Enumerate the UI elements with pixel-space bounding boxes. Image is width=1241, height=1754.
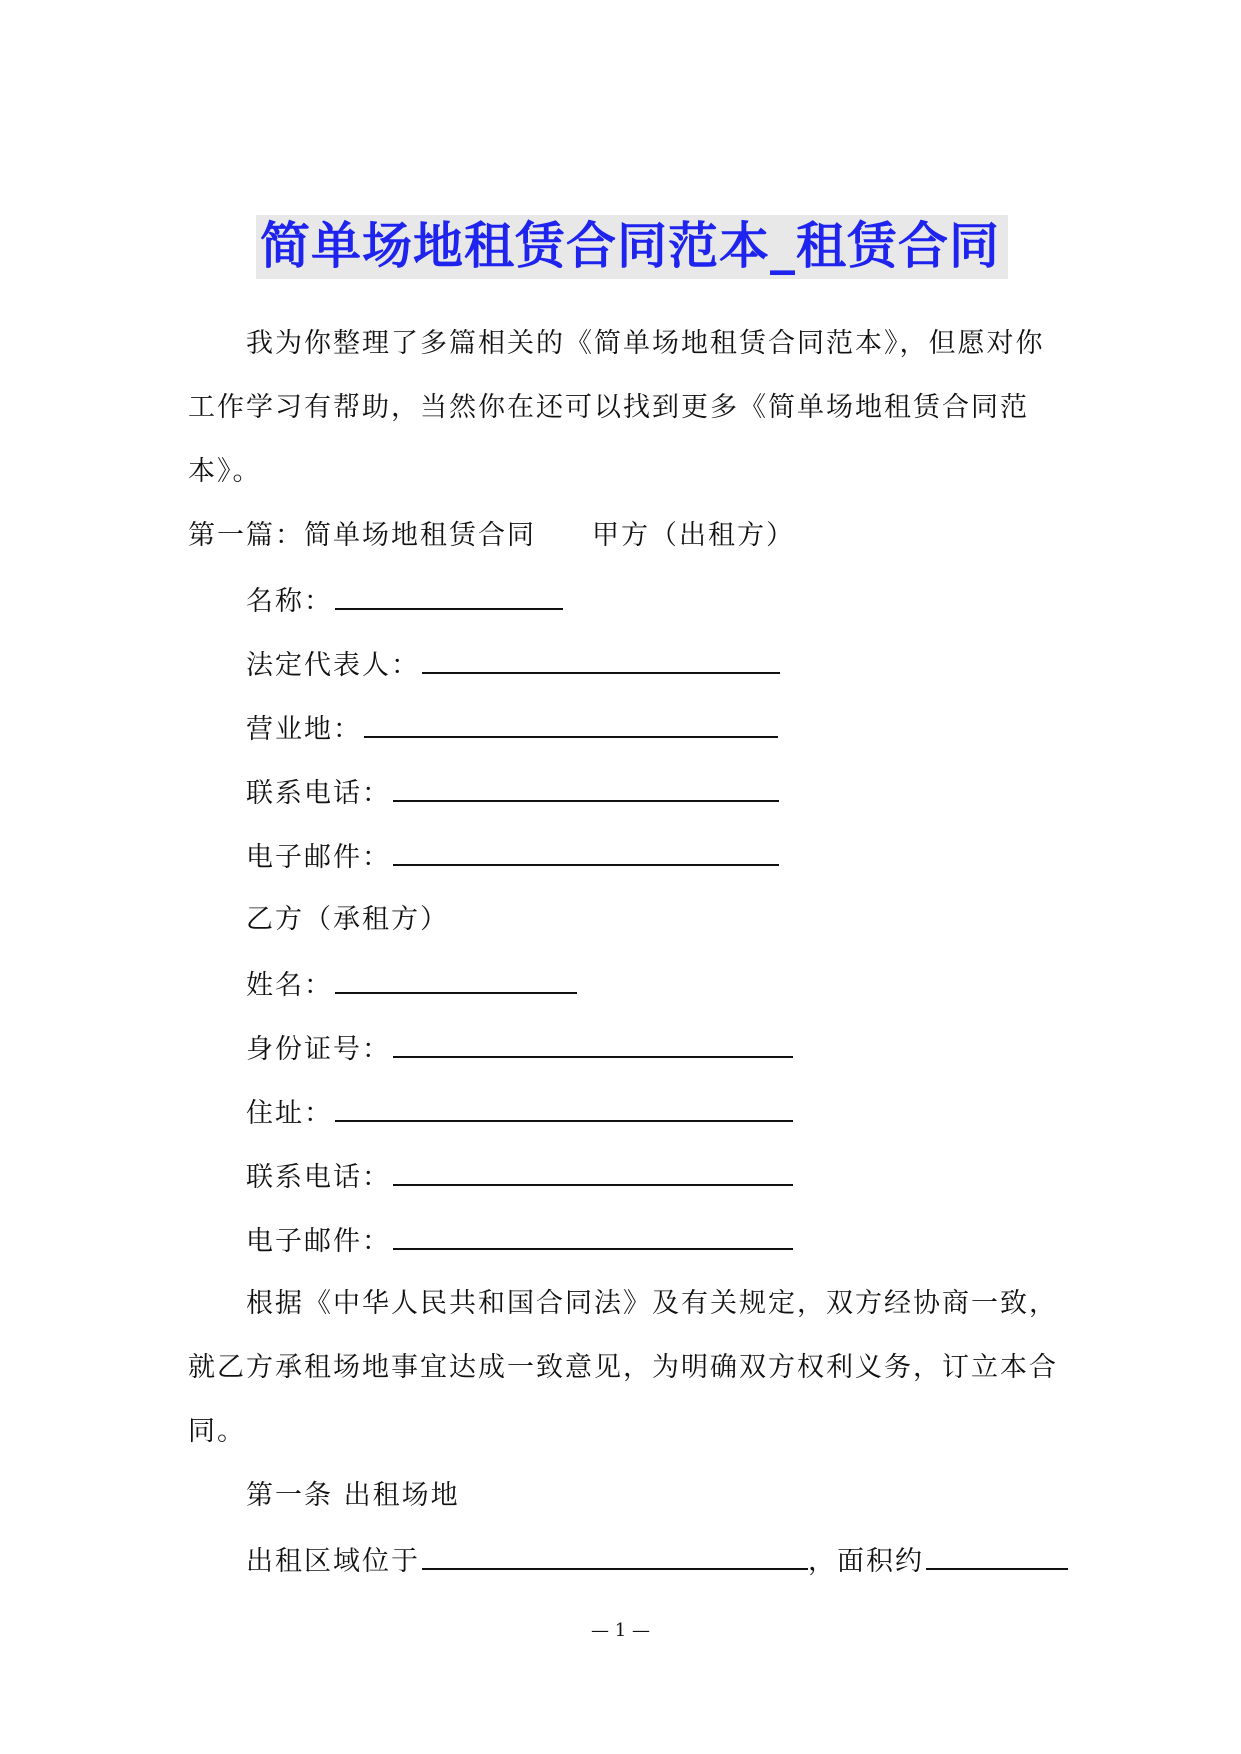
- party-a-heading: 甲方（出租方）: [592, 520, 795, 551]
- intro-line-3: 本》。: [188, 456, 262, 487]
- area-label: ，面积约: [808, 1546, 924, 1577]
- party-a-name-row: [246, 582, 563, 620]
- party-b-email-field[interactable]: [393, 1222, 793, 1250]
- party-b-id-label: 身份证号：: [246, 1034, 391, 1065]
- party-a-phone-row: [246, 774, 779, 812]
- article-1-location-row: [246, 1542, 1068, 1580]
- party-a-legal-rep-field[interactable]: [422, 646, 780, 674]
- party-b-name-field[interactable]: [335, 966, 577, 994]
- party-a-legal-rep-label: 法定代表人：: [246, 650, 420, 681]
- section-heading-row: [188, 518, 795, 554]
- party-a-name-field[interactable]: [335, 582, 563, 610]
- party-a-phone-field[interactable]: [393, 774, 779, 802]
- party-b-address-field[interactable]: [335, 1094, 793, 1122]
- article-1-heading: 第一条 出租场地: [246, 1480, 460, 1511]
- party-b-address-row: [246, 1094, 793, 1132]
- intro-line-2: 工作学习有帮助，当然你在还可以找到更多《简单场地租赁合同范: [188, 392, 1029, 423]
- basis-line-2: 就乙方承租场地事宜达成一致意见，为明确双方权利义务，订立本合: [188, 1352, 1058, 1383]
- party-b-id-row: [246, 1030, 793, 1068]
- party-a-address-field[interactable]: [364, 710, 778, 738]
- party-a-address-row: [246, 710, 778, 748]
- party-a-phone-label: 联系电话：: [246, 778, 391, 809]
- basis-line-3: 同。: [188, 1416, 246, 1447]
- party-a-legal-rep-row: [246, 646, 780, 684]
- party-a-email-row: [246, 838, 779, 876]
- party-b-name-label: 姓名：: [246, 970, 333, 1001]
- party-b-heading: 乙方（承租方）: [246, 904, 449, 935]
- party-b-address-label: 住址：: [246, 1098, 333, 1129]
- basis-line-1: 根据《中华人民共和国合同法》及有关规定，双方经协商一致，: [246, 1288, 1058, 1319]
- party-b-phone-field[interactable]: [393, 1158, 793, 1186]
- party-a-address-label: 营业地：: [246, 714, 362, 745]
- party-b-phone-label: 联系电话：: [246, 1162, 391, 1193]
- section-heading: 第一篇：简单场地租赁合同: [188, 520, 536, 551]
- party-b-phone-row: [246, 1158, 793, 1196]
- party-b-id-field[interactable]: [393, 1030, 793, 1058]
- intro-line-1: 我为你整理了多篇相关的《简单场地租赁合同范本》，但愿对你: [246, 328, 1045, 359]
- party-b-email-row: [246, 1222, 793, 1260]
- area-field[interactable]: [926, 1542, 1068, 1570]
- page-number: — 1 —: [591, 1620, 650, 1641]
- party-a-name-label: 名称：: [246, 586, 333, 617]
- party-b-email-label: 电子邮件：: [246, 1226, 391, 1257]
- party-a-email-label: 电子邮件：: [246, 842, 391, 873]
- party-a-email-field[interactable]: [393, 838, 779, 866]
- location-label: 出租区域位于: [246, 1546, 420, 1577]
- document-title: 简单场地租赁合同范本_租赁合同: [260, 217, 1000, 275]
- party-b-name-row: [246, 966, 577, 1004]
- location-field[interactable]: [422, 1542, 808, 1570]
